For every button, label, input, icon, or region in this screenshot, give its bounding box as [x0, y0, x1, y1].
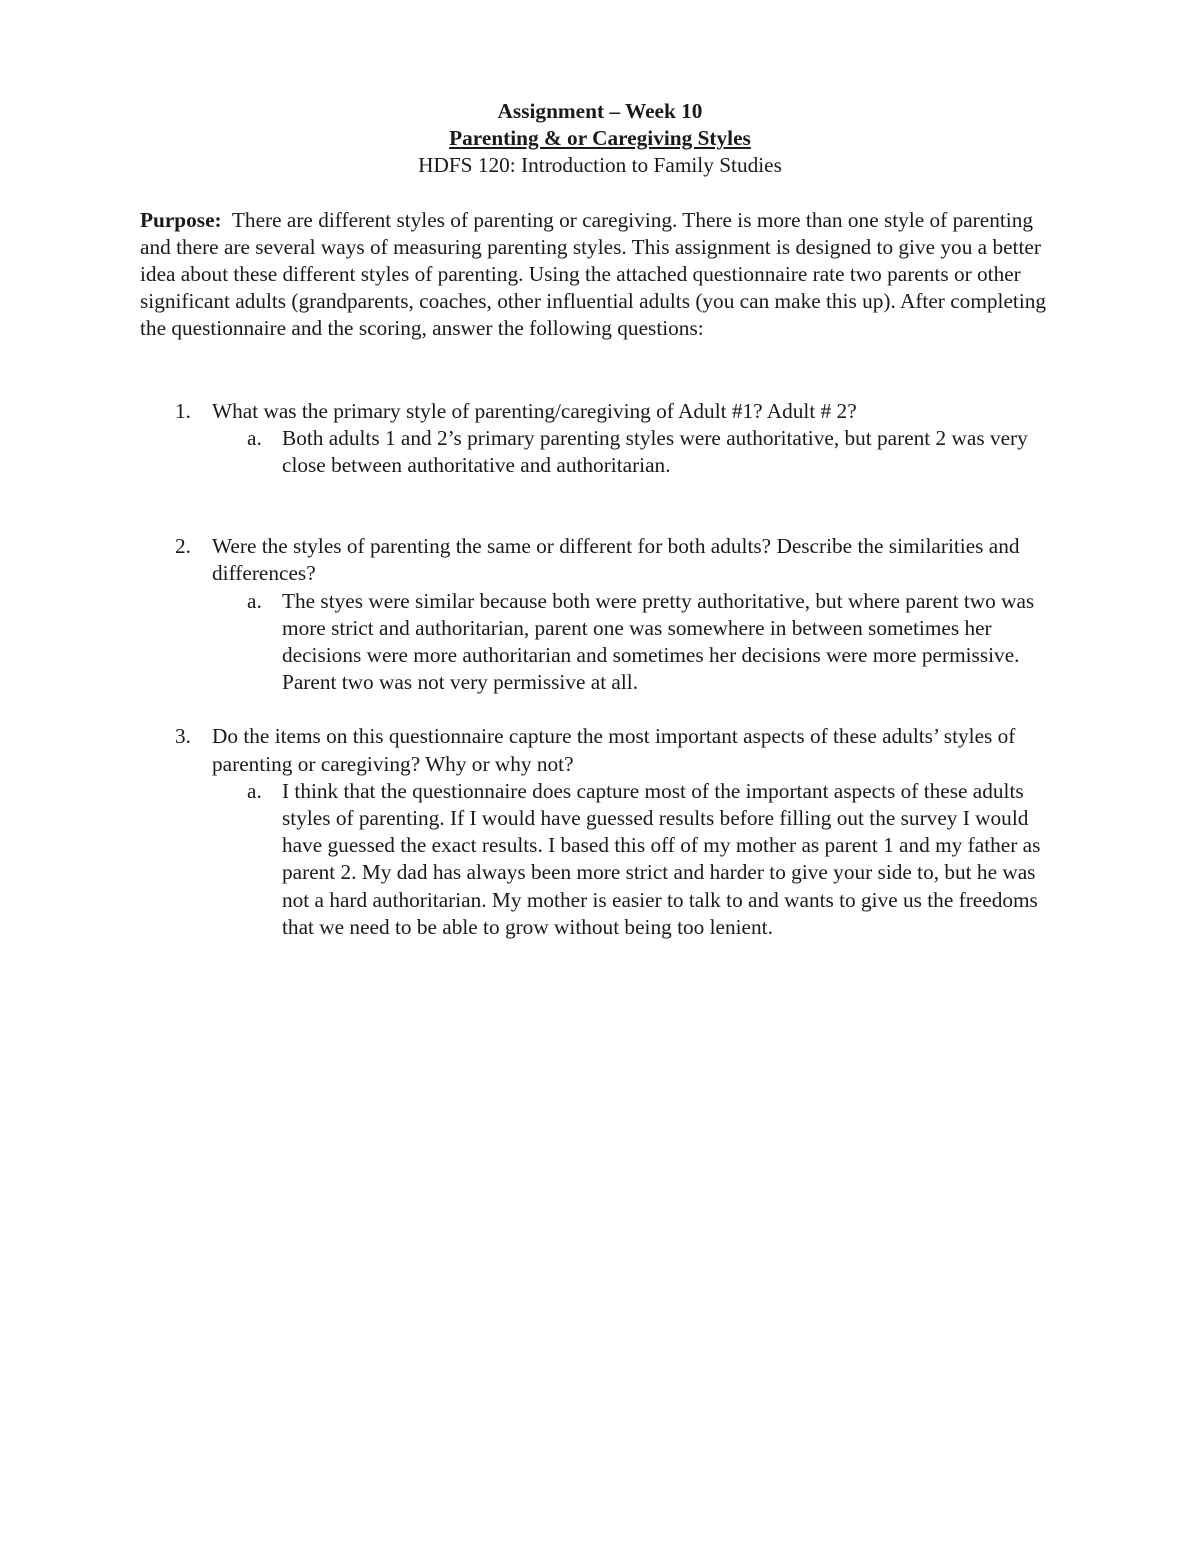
- answer-item: [212, 778, 1060, 941]
- question-text: Do the items on this questionnaire capture the most important aspects of these adults’ styles of parenting or caregiving? Why or why not?: [212, 724, 1016, 776]
- question-item: [140, 533, 1060, 696]
- answer-letter: a.: [247, 425, 262, 450]
- answer-item: [212, 588, 1060, 697]
- purpose-label: Purpose:: [140, 207, 222, 232]
- question-item: [140, 398, 1060, 480]
- course-name: HDFS 120: Introduction to Family Studies: [418, 153, 782, 178]
- question-list: [140, 398, 1060, 941]
- question-number: 1.: [175, 398, 191, 423]
- question-item: [140, 723, 1060, 941]
- document-title: Assignment – Week 10: [497, 99, 703, 123]
- answer-letter: a.: [247, 778, 262, 803]
- answer-text: The styes were similar because both were pretty authoritative, but where parent two was more strict and authoritarian, parent one was somewhere in between sometimes her decisions were more authoritarian and sometimes her decisions were more permissive. Parent two was not very permissive at all.: [282, 588, 1035, 695]
- question-text: What was the primary style of parenting/caregiving of Adult #1? Adult # 2?: [212, 398, 857, 423]
- answer-text: Both adults 1 and 2’s primary parenting styles were authoritative, but parent 2 was very close between authoritative and authoritarian.: [282, 425, 1028, 478]
- document-body: [140, 98, 1060, 941]
- purpose-paragraph: [140, 207, 1060, 343]
- question-number: 3.: [175, 724, 191, 749]
- answer-letter: a.: [247, 588, 262, 613]
- purpose-text: There are different styles of parenting or caregiving. There is more than one style of parenting and there are several ways of measuring parenting styles. This assignment is designed to give you a better idea about these different styles of parenting. Using the attached questionnaire rate two parents or other significant adults (grandparents, coaches, other influential adults (you can make this up). After completing the questionnaire and the scoring, answer the following questions:: [140, 207, 1047, 341]
- answer-item: [212, 425, 1060, 479]
- answer-text: I think that the questionnaire does capture most of the important aspects of these adults styles of parenting. If I would have guessed results before filling out the survey I would have guessed the exact results. I based this off of my mother as parent 1 and my father as parent 2. My dad has always been more strict and harder to give your side to, but he was not a hard authoritarian. My mother is easier to talk to and wants to give us the freedoms that we need to be able to grow without being too lenient.: [282, 778, 1041, 939]
- question-number: 2.: [175, 534, 191, 559]
- document-subtitle: Parenting & or Caregiving Styles: [449, 126, 751, 151]
- question-text: Were the styles of parenting the same or different for both adults? Describe the similarities and differences?: [212, 534, 1020, 586]
